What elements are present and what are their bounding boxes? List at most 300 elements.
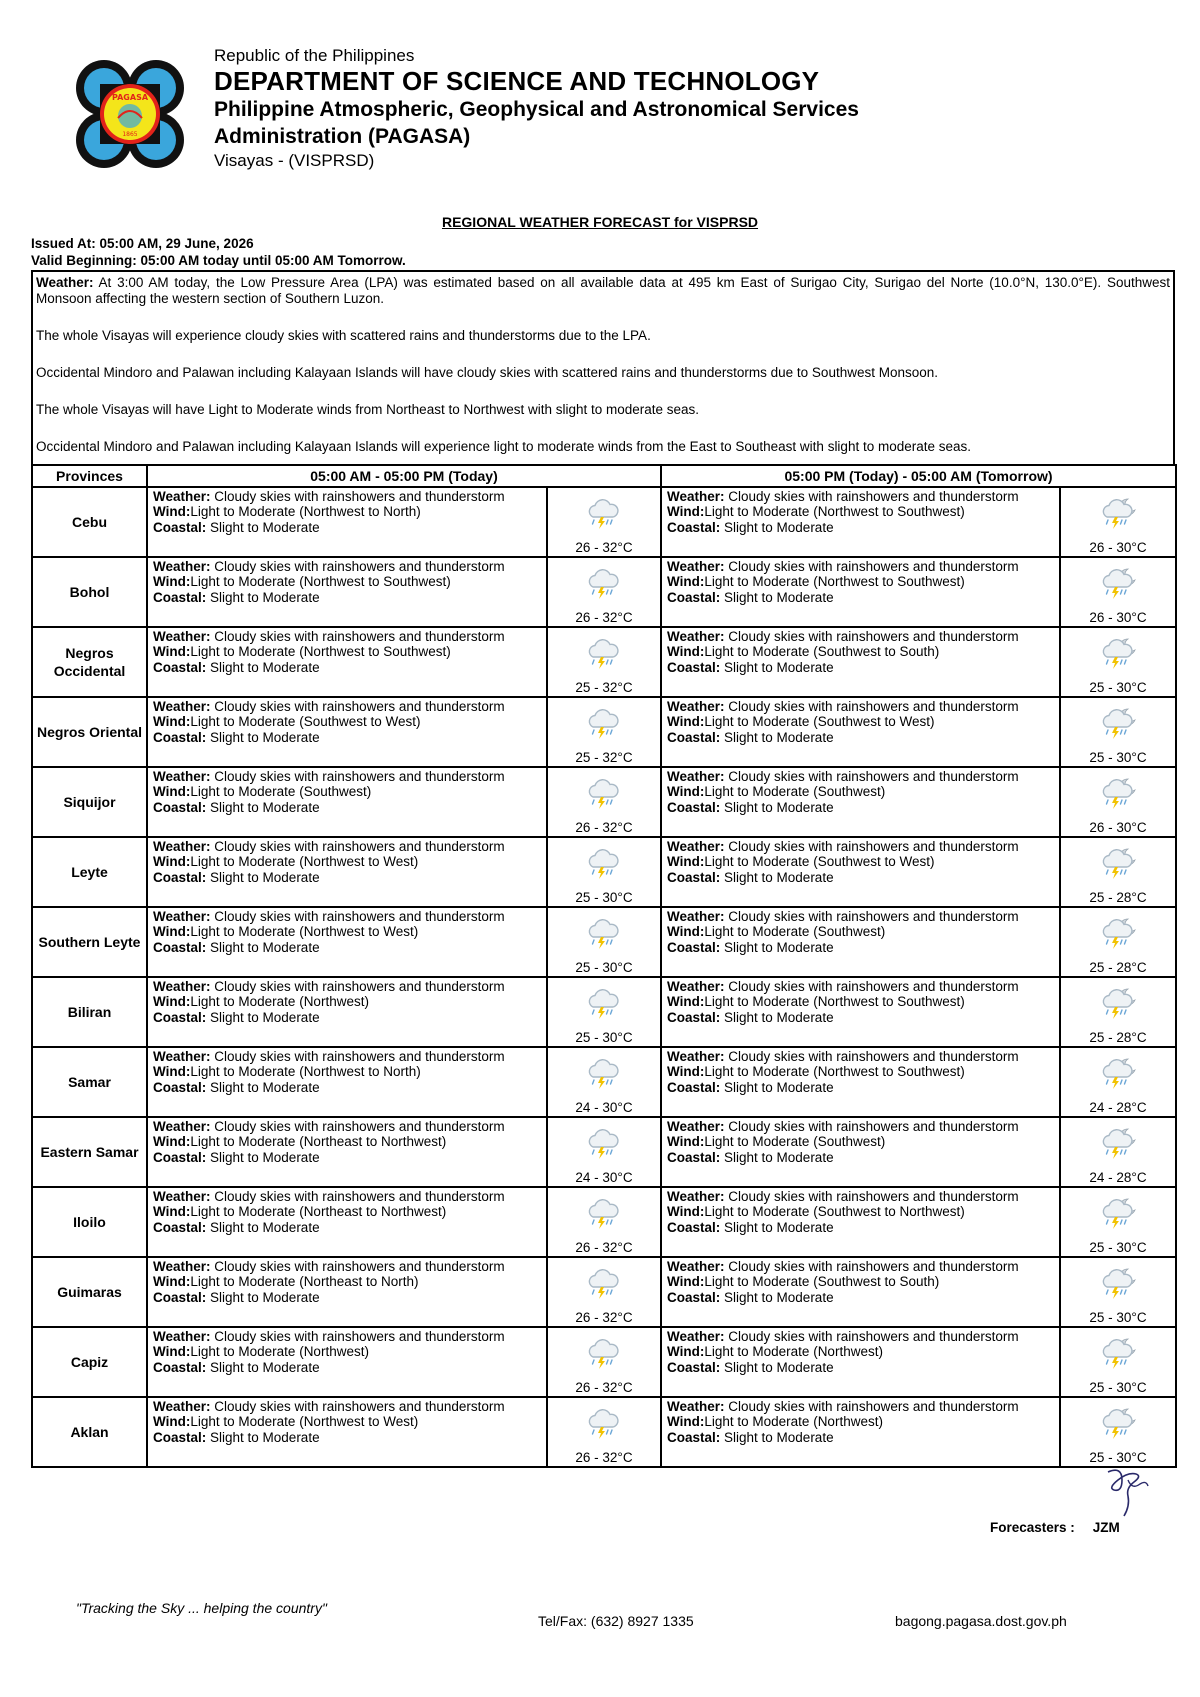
wind-value: Light to Moderate (Northwest): [190, 994, 369, 1010]
wind-line: [153, 574, 546, 589]
temperature-range: 25 - 30°C: [1089, 1450, 1147, 1465]
coastal-label: Coastal:: [667, 939, 721, 955]
coastal-line: [153, 940, 546, 955]
weather-line: [153, 1049, 546, 1064]
weather-value: Cloudy skies with rainshowers and thunderstorm: [724, 559, 1019, 574]
tonight-forecast-text: [661, 627, 1060, 697]
weather-value: Cloudy skies with rainshowers and thunderstorm: [724, 979, 1019, 994]
wind-label: Wind:: [153, 1344, 191, 1360]
weather-line: [667, 1189, 1059, 1204]
tonight-icon-cell: [1060, 837, 1176, 907]
wind-label: Wind:: [667, 1414, 705, 1430]
coastal-line: [153, 660, 546, 675]
forecast-table: [31, 464, 1177, 1468]
moon-cloud-rain-thunder-icon: [1098, 1336, 1138, 1370]
province-name: Bohol: [32, 557, 147, 627]
logo-text-bottom: 1865: [122, 131, 138, 138]
tonight-icon-cell: [1060, 1257, 1176, 1327]
republic-line: Republic of the Philippines: [214, 46, 415, 65]
table-row: [32, 1117, 1176, 1187]
wind-value: Light to Moderate (Northwest): [704, 1344, 883, 1360]
weather-label: Weather:: [153, 1329, 211, 1344]
weather-value: Cloudy skies with rainshowers and thunderstorm: [724, 909, 1019, 924]
weather-label: Weather:: [153, 699, 211, 714]
weather-value: Cloudy skies with rainshowers and thunderstorm: [724, 1329, 1019, 1344]
wind-line: [667, 504, 1059, 519]
coastal-label: Coastal:: [667, 1289, 721, 1305]
today-forecast-text: [147, 1257, 547, 1327]
wind-line: [667, 924, 1059, 939]
temperature-range: 25 - 32°C: [575, 680, 633, 695]
footer-website[interactable]: bagong.pagasa.dost.gov.ph: [895, 1613, 1067, 1629]
wind-line: [667, 994, 1059, 1009]
weather-value: Cloudy skies with rainshowers and thunderstorm: [724, 1119, 1019, 1134]
moon-cloud-rain-thunder-icon: [1098, 1406, 1138, 1440]
coastal-value: Slight to Moderate: [720, 1359, 834, 1375]
moon-cloud-rain-thunder-icon: [1098, 1196, 1138, 1230]
tonight-icon-cell: [1060, 697, 1176, 767]
tonight-icon-cell: [1060, 1117, 1176, 1187]
today-icon-cell: [547, 1257, 661, 1327]
wind-label: Wind:: [153, 1414, 191, 1430]
weather-line: [667, 699, 1059, 714]
coastal-value: Slight to Moderate: [206, 939, 320, 955]
logo-text-top: PAGASA: [111, 93, 149, 102]
wind-line: [667, 1064, 1059, 1079]
tonight-forecast-text: [661, 1047, 1060, 1117]
weather-value: Cloudy skies with rainshowers and thunderstorm: [210, 1399, 505, 1414]
wind-value: Light to Moderate (Southwest): [704, 784, 886, 800]
coastal-line: [667, 800, 1059, 815]
wind-value: Light to Moderate (Southwest to South): [704, 1274, 940, 1290]
wind-value: Light to Moderate (Northwest to West): [190, 1414, 419, 1430]
coastal-label: Coastal:: [667, 519, 721, 535]
weather-line: [667, 1049, 1059, 1064]
temperature-range: 26 - 32°C: [575, 1450, 633, 1465]
table-row: [32, 767, 1176, 837]
today-icon-cell: [547, 977, 661, 1047]
wind-line: [153, 1274, 546, 1289]
tonight-forecast-text: [661, 977, 1060, 1047]
issue-info: [31, 235, 406, 269]
wind-label: Wind:: [667, 784, 705, 800]
weather-value: Cloudy skies with rainshowers and thunderstorm: [210, 1189, 505, 1204]
wind-line: [153, 1414, 546, 1429]
temperature-range: 25 - 30°C: [1089, 750, 1147, 765]
weather-value: Cloudy skies with rainshowers and thunderstorm: [210, 1119, 505, 1134]
tonight-icon-cell: [1060, 1327, 1176, 1397]
weather-line: [153, 839, 546, 854]
weather-line: [153, 489, 546, 504]
today-icon-cell: [547, 1187, 661, 1257]
weather-line: [667, 839, 1059, 854]
wind-label: Wind:: [667, 1274, 705, 1290]
weather-line: [153, 769, 546, 784]
wind-line: [667, 574, 1059, 589]
cloud-rain-thunder-icon: [584, 706, 624, 740]
province-name: Samar: [32, 1047, 147, 1117]
table-row: [32, 1257, 1176, 1327]
coastal-line: [153, 1360, 546, 1375]
tonight-icon-cell: [1060, 557, 1176, 627]
cloud-rain-thunder-icon: [584, 846, 624, 880]
coastal-value: Slight to Moderate: [720, 729, 834, 745]
wind-line: [153, 784, 546, 799]
temperature-range: 26 - 32°C: [575, 1240, 633, 1255]
synopsis-paragraph: The whole Visayas will experience cloudy skies with scattered rains and thunderstorms due to the LPA.: [36, 328, 651, 343]
coastal-value: Slight to Moderate: [720, 939, 834, 955]
today-forecast-text: [147, 627, 547, 697]
today-forecast-text: [147, 1047, 547, 1117]
wind-value: Light to Moderate (Northwest): [190, 1344, 369, 1360]
coastal-label: Coastal:: [153, 729, 207, 745]
wind-label: Wind:: [667, 1134, 705, 1150]
temperature-range: 26 - 30°C: [1089, 820, 1147, 835]
coastal-label: Coastal:: [667, 869, 721, 885]
wind-line: [153, 644, 546, 659]
temperature-range: 25 - 30°C: [575, 890, 633, 905]
wind-label: Wind:: [667, 574, 705, 590]
wind-label: Wind:: [153, 714, 191, 730]
issued-at: Issued At: 05:00 AM, 29 June, 2026: [31, 236, 254, 251]
temperature-range: 25 - 30°C: [1089, 1310, 1147, 1325]
weather-line: [153, 1189, 546, 1204]
table-row: [32, 977, 1176, 1047]
wind-value: Light to Moderate (Southwest to West): [704, 714, 935, 730]
wind-label: Wind:: [153, 1064, 191, 1080]
coastal-label: Coastal:: [153, 1149, 207, 1165]
weather-value: Cloudy skies with rainshowers and thunderstorm: [210, 699, 505, 714]
forecaster-code: JZM: [1092, 1520, 1120, 1535]
wind-label: Wind:: [153, 574, 191, 590]
coastal-label: Coastal:: [153, 1009, 207, 1025]
coastal-line: [153, 590, 546, 605]
wind-line: [153, 504, 546, 519]
wind-value: Light to Moderate (Southwest): [704, 1134, 886, 1150]
table-row: [32, 1047, 1176, 1117]
province-name: Leyte: [32, 837, 147, 907]
weather-line: [153, 629, 546, 644]
today-icon-cell: [547, 487, 661, 557]
synopsis-text: At 3:00 AM today, the Low Pressure Area (LPA) was estimated based on all available data at 495 km East of Surigao City, Surigao del Norte (10.0°N, 130.0°E). Southwest Monsoon affecting the western section of Southern Luzon.: [36, 275, 1170, 306]
pagasa-logo: [74, 58, 186, 170]
weather-label: Weather:: [153, 559, 211, 574]
wind-value: Light to Moderate (Northwest to Southwest): [704, 574, 965, 590]
cloud-rain-thunder-icon: [584, 1266, 624, 1300]
wind-label: Wind:: [667, 504, 705, 520]
weather-label: Weather:: [153, 769, 211, 784]
coastal-value: Slight to Moderate: [206, 729, 320, 745]
temperature-range: 26 - 32°C: [575, 540, 633, 555]
temperature-range: 26 - 32°C: [575, 610, 633, 625]
coastal-line: [667, 940, 1059, 955]
today-icon-cell: [547, 767, 661, 837]
moon-cloud-rain-thunder-icon: [1098, 566, 1138, 600]
weather-label: Weather:: [153, 909, 211, 924]
temperature-range: 26 - 32°C: [575, 1310, 633, 1325]
moon-cloud-rain-thunder-icon: [1098, 916, 1138, 950]
tonight-forecast-text: [661, 907, 1060, 977]
moon-cloud-rain-thunder-icon: [1098, 776, 1138, 810]
wind-line: [667, 644, 1059, 659]
temperature-range: 24 - 28°C: [1089, 1100, 1147, 1115]
coastal-line: [667, 1150, 1059, 1165]
temperature-range: 25 - 28°C: [1089, 960, 1147, 975]
coastal-value: Slight to Moderate: [206, 1079, 320, 1095]
coastal-value: Slight to Moderate: [206, 1289, 320, 1305]
signature-icon: [1098, 1462, 1154, 1518]
wind-line: [153, 1204, 546, 1219]
weather-value: Cloudy skies with rainshowers and thunderstorm: [210, 839, 505, 854]
temperature-range: 25 - 32°C: [575, 750, 633, 765]
moon-cloud-rain-thunder-icon: [1098, 636, 1138, 670]
synopsis-label: Weather:: [36, 275, 94, 290]
coastal-line: [667, 1430, 1059, 1445]
weather-label: Weather:: [667, 699, 725, 714]
weather-label: Weather:: [667, 1329, 725, 1344]
wind-label: Wind:: [153, 924, 191, 940]
today-icon-cell: [547, 697, 661, 767]
coastal-line: [153, 1290, 546, 1305]
wind-label: Wind:: [667, 994, 705, 1010]
moon-cloud-rain-thunder-icon: [1098, 1126, 1138, 1160]
coastal-label: Coastal:: [667, 589, 721, 605]
wind-label: Wind:: [667, 714, 705, 730]
weather-value: Cloudy skies with rainshowers and thunderstorm: [210, 1329, 505, 1344]
column-header-provinces: Provinces: [32, 465, 147, 487]
cloud-rain-thunder-icon: [584, 1406, 624, 1440]
tonight-forecast-text: [661, 557, 1060, 627]
coastal-line: [667, 1220, 1059, 1235]
weather-label: Weather:: [153, 979, 211, 994]
coastal-line: [153, 800, 546, 815]
valid-period: Valid Beginning: 05:00 AM today until 05:00 AM Tomorrow.: [31, 253, 406, 268]
coastal-value: Slight to Moderate: [206, 659, 320, 675]
coastal-label: Coastal:: [153, 869, 207, 885]
forecasters-label: Forecasters :: [990, 1520, 1075, 1535]
today-forecast-text: [147, 837, 547, 907]
wind-label: Wind:: [667, 1064, 705, 1080]
wind-label: Wind:: [667, 1204, 705, 1220]
table-row: [32, 1397, 1176, 1467]
weather-line: [667, 769, 1059, 784]
tonight-forecast-text: [661, 1187, 1060, 1257]
tonight-forecast-text: [661, 1117, 1060, 1187]
weather-label: Weather:: [153, 1259, 211, 1274]
coastal-label: Coastal:: [153, 799, 207, 815]
wind-value: Light to Moderate (Northwest to Southwest): [704, 1064, 965, 1080]
coastal-line: [153, 1430, 546, 1445]
wind-line: [153, 924, 546, 939]
coastal-label: Coastal:: [667, 1219, 721, 1235]
wind-label: Wind:: [153, 504, 191, 520]
wind-value: Light to Moderate (Northwest to Southwest): [190, 644, 451, 660]
wind-label: Wind:: [667, 1344, 705, 1360]
weather-line: [153, 909, 546, 924]
tonight-icon-cell: [1060, 1047, 1176, 1117]
coastal-line: [153, 870, 546, 885]
wind-value: Light to Moderate (Northwest to West): [190, 854, 419, 870]
wind-value: Light to Moderate (Northwest to North): [190, 1064, 421, 1080]
wind-line: [667, 1204, 1059, 1219]
coastal-value: Slight to Moderate: [720, 1289, 834, 1305]
temperature-range: 26 - 30°C: [1089, 610, 1147, 625]
coastal-label: Coastal:: [153, 1429, 207, 1445]
weather-value: Cloudy skies with rainshowers and thunderstorm: [210, 559, 505, 574]
temperature-range: 25 - 30°C: [1089, 1380, 1147, 1395]
weather-label: Weather:: [667, 1049, 725, 1064]
wind-line: [667, 784, 1059, 799]
wind-label: Wind:: [667, 644, 705, 660]
coastal-line: [667, 1360, 1059, 1375]
weather-line: [153, 699, 546, 714]
tonight-icon-cell: [1060, 767, 1176, 837]
coastal-value: Slight to Moderate: [206, 519, 320, 535]
cloud-rain-thunder-icon: [584, 566, 624, 600]
wind-line: [667, 1344, 1059, 1359]
weather-label: Weather:: [153, 489, 211, 504]
coastal-line: [667, 660, 1059, 675]
wind-label: Wind:: [153, 1134, 191, 1150]
weather-value: Cloudy skies with rainshowers and thunderstorm: [724, 769, 1019, 784]
temperature-range: 25 - 30°C: [575, 960, 633, 975]
province-name: Aklan: [32, 1397, 147, 1467]
moon-cloud-rain-thunder-icon: [1098, 1266, 1138, 1300]
today-icon-cell: [547, 1117, 661, 1187]
coastal-label: Coastal:: [667, 1149, 721, 1165]
today-forecast-text: [147, 1327, 547, 1397]
table-row: [32, 837, 1176, 907]
table-row: [32, 487, 1176, 557]
wind-value: Light to Moderate (Northwest to North): [190, 504, 421, 520]
agency-name-line2: Administration (PAGASA): [214, 125, 471, 148]
wind-line: [153, 854, 546, 869]
coastal-value: Slight to Moderate: [206, 1149, 320, 1165]
weather-label: Weather:: [153, 1119, 211, 1134]
coastal-line: [667, 590, 1059, 605]
forecast-table-body: [32, 487, 1176, 1467]
wind-label: Wind:: [667, 854, 705, 870]
weather-label: Weather:: [153, 629, 211, 644]
table-row: [32, 697, 1176, 767]
weather-label: Weather:: [667, 979, 725, 994]
coastal-label: Coastal:: [153, 659, 207, 675]
wind-value: Light to Moderate (Northwest to Southwest): [704, 994, 965, 1010]
coastal-value: Slight to Moderate: [206, 799, 320, 815]
today-forecast-text: [147, 767, 547, 837]
today-icon-cell: [547, 1397, 661, 1467]
weather-value: Cloudy skies with rainshowers and thunderstorm: [210, 1259, 505, 1274]
tonight-forecast-text: [661, 837, 1060, 907]
coastal-value: Slight to Moderate: [720, 1149, 834, 1165]
table-row: [32, 1327, 1176, 1397]
wind-line: [667, 854, 1059, 869]
weather-line: [153, 1329, 546, 1344]
weather-line: [153, 979, 546, 994]
coastal-line: [667, 730, 1059, 745]
weather-line: [667, 979, 1059, 994]
temperature-range: 24 - 30°C: [575, 1170, 633, 1185]
wind-label: Wind:: [153, 1204, 191, 1220]
temperature-range: 26 - 30°C: [1089, 540, 1147, 555]
weather-value: Cloudy skies with rainshowers and thunderstorm: [210, 909, 505, 924]
weather-line: [153, 1259, 546, 1274]
weather-value: Cloudy skies with rainshowers and thunderstorm: [210, 629, 505, 644]
wind-value: Light to Moderate (Northwest to Southwest): [190, 574, 451, 590]
coastal-line: [153, 520, 546, 535]
coastal-value: Slight to Moderate: [206, 869, 320, 885]
today-forecast-text: [147, 907, 547, 977]
wind-value: Light to Moderate (Southwest): [190, 784, 372, 800]
province-name: Capiz: [32, 1327, 147, 1397]
coastal-line: [153, 1080, 546, 1095]
weather-label: Weather:: [153, 1189, 211, 1204]
department-name: DEPARTMENT OF SCIENCE AND TECHNOLOGY: [214, 66, 820, 96]
coastal-value: Slight to Moderate: [206, 1219, 320, 1235]
weather-label: Weather:: [153, 1399, 211, 1414]
today-forecast-text: [147, 977, 547, 1047]
weather-value: Cloudy skies with rainshowers and thunderstorm: [210, 769, 505, 784]
coastal-line: [667, 520, 1059, 535]
weather-label: Weather:: [153, 839, 211, 854]
tonight-forecast-text: [661, 487, 1060, 557]
tonight-icon-cell: [1060, 1397, 1176, 1467]
cloud-rain-thunder-icon: [584, 986, 624, 1020]
wind-label: Wind:: [153, 1274, 191, 1290]
moon-cloud-rain-thunder-icon: [1098, 496, 1138, 530]
tonight-forecast-text: [661, 1397, 1060, 1467]
today-icon-cell: [547, 557, 661, 627]
coastal-label: Coastal:: [667, 1359, 721, 1375]
temperature-range: 25 - 30°C: [575, 1030, 633, 1045]
tonight-forecast-text: [661, 1257, 1060, 1327]
weather-line: [667, 1119, 1059, 1134]
today-forecast-text: [147, 1397, 547, 1467]
moon-cloud-rain-thunder-icon: [1098, 1056, 1138, 1090]
weather-label: Weather:: [667, 629, 725, 644]
coastal-label: Coastal:: [667, 1429, 721, 1445]
cloud-rain-thunder-icon: [584, 916, 624, 950]
coastal-value: Slight to Moderate: [720, 1079, 834, 1095]
wind-value: Light to Moderate (Northeast to North): [190, 1274, 419, 1290]
coastal-value: Slight to Moderate: [206, 1359, 320, 1375]
weather-line: [667, 909, 1059, 924]
cloud-rain-thunder-icon: [584, 1336, 624, 1370]
tonight-icon-cell: [1060, 1187, 1176, 1257]
weather-line: [153, 1119, 546, 1134]
weather-value: Cloudy skies with rainshowers and thunderstorm: [210, 979, 505, 994]
column-header-today: 05:00 AM - 05:00 PM (Today): [147, 465, 661, 487]
today-forecast-text: [147, 1187, 547, 1257]
today-forecast-text: [147, 557, 547, 627]
coastal-value: Slight to Moderate: [206, 1429, 320, 1445]
coastal-line: [153, 1220, 546, 1235]
today-forecast-text: [147, 1117, 547, 1187]
table-row: [32, 557, 1176, 627]
table-header-row: [32, 465, 1176, 487]
temperature-range: 26 - 32°C: [575, 1380, 633, 1395]
tonight-icon-cell: [1060, 977, 1176, 1047]
coastal-label: Coastal:: [667, 1009, 721, 1025]
cloud-rain-thunder-icon: [584, 636, 624, 670]
coastal-label: Coastal:: [153, 519, 207, 535]
coastal-value: Slight to Moderate: [720, 1429, 834, 1445]
document-title: REGIONAL WEATHER FORECAST for VISPRSD: [441, 214, 759, 230]
coastal-value: Slight to Moderate: [720, 1009, 834, 1025]
today-icon-cell: [547, 907, 661, 977]
coastal-value: Slight to Moderate: [206, 1009, 320, 1025]
weather-label: Weather:: [667, 1189, 725, 1204]
